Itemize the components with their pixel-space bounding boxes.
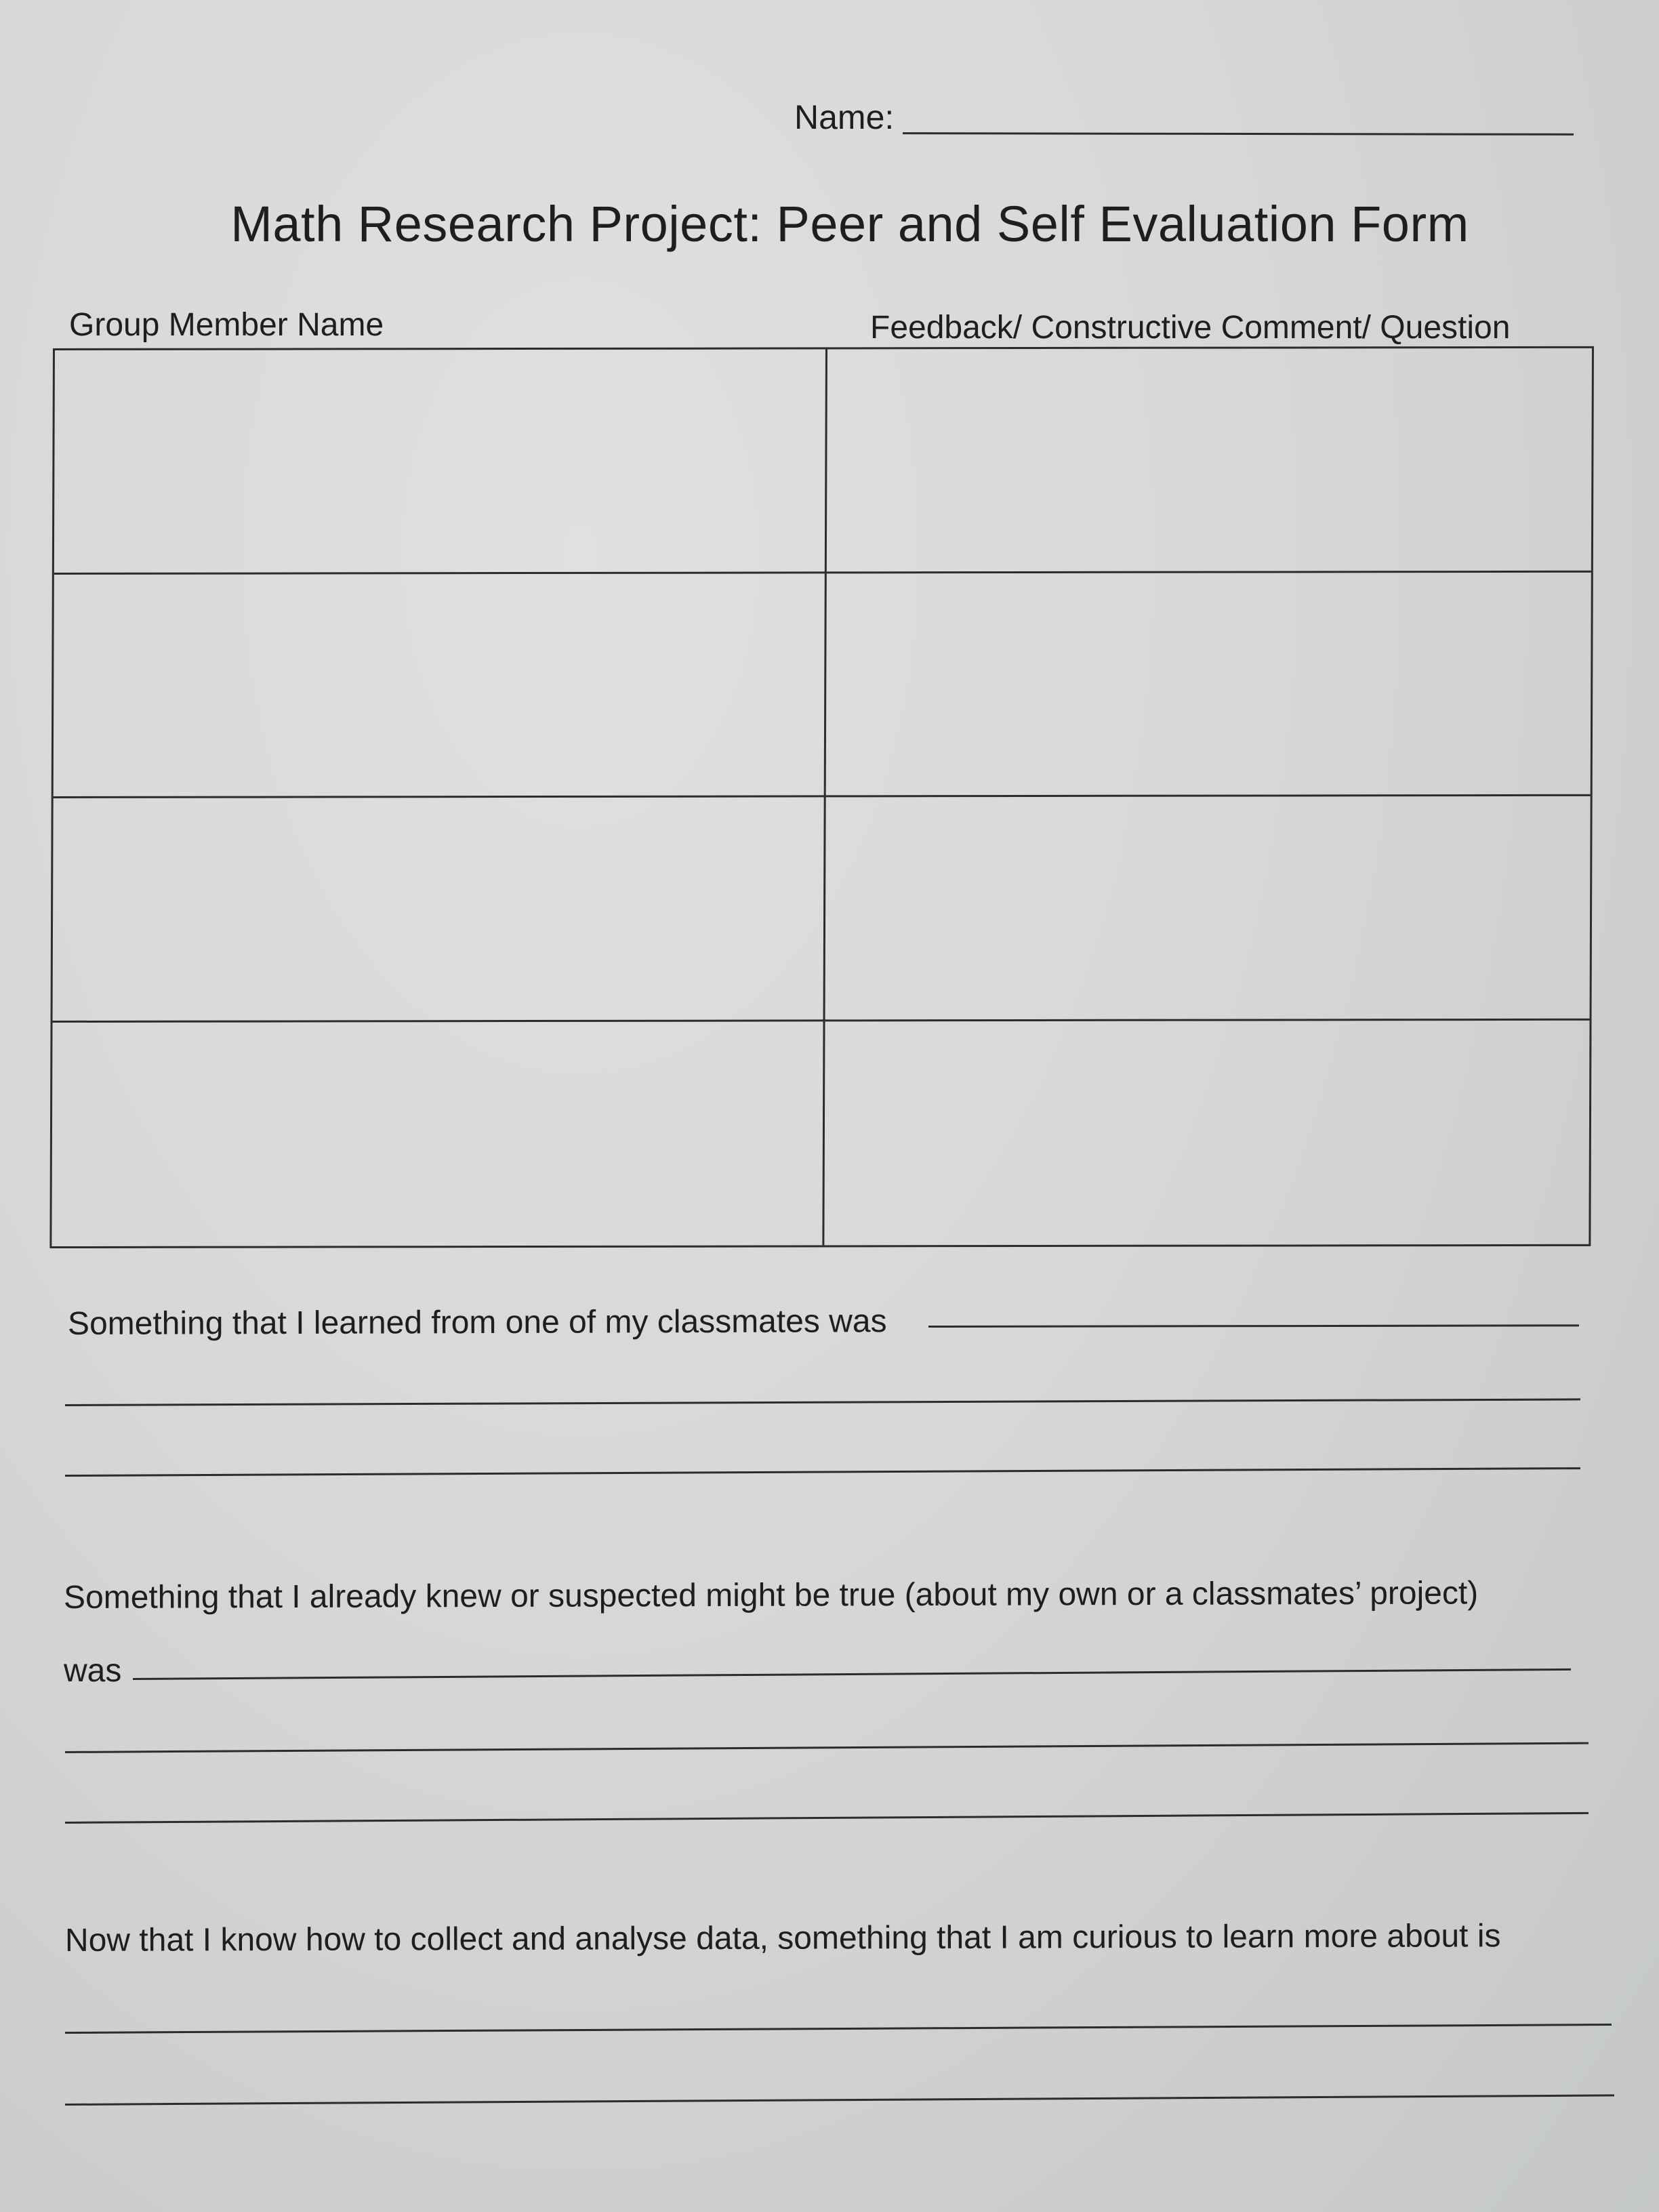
answer-line[interactable] [928,1324,1579,1328]
table-cell-member-3[interactable] [53,797,826,1022]
answer-line[interactable] [65,1398,1580,1406]
prompt-knew: Something that I already knew or suspected might be true (about my own or a classmates’ project) [63,1575,1479,1616]
answer-line[interactable] [133,1668,1571,1680]
answer-line[interactable] [65,1467,1580,1477]
prompt-curious: Now that I know how to collect and analyse data, something that I am curious to learn more about is [64,1918,1501,1959]
page-title: Math Research Project: Peer and Self Evaluation Form [230,196,1469,252]
table-cell-member-1[interactable] [54,349,827,574]
answer-line[interactable] [65,1742,1589,1753]
table-cell-member-2[interactable] [54,573,827,798]
answer-line[interactable] [65,2094,1614,2106]
table-cell-member-4[interactable] [52,1021,825,1246]
prompt-knew-continued: was [64,1653,122,1689]
table-cell-feedback-1[interactable] [827,348,1592,573]
name-blank-line[interactable] [903,132,1574,136]
column-header-feedback: Feedback/ Constructive Comment/ Question [870,310,1511,346]
answer-line[interactable] [65,1812,1589,1824]
table-cell-feedback-2[interactable] [826,572,1591,797]
table-cell-feedback-4[interactable] [824,1020,1589,1245]
name-row [794,94,1574,141]
answer-line[interactable] [65,2024,1612,2034]
evaluation-table [49,346,1594,1248]
column-header-group-member: Group Member Name [69,307,384,343]
prompt-learned: Something that I learned from one of my classmates was [67,1303,887,1342]
name-label: Name: [794,98,895,136]
table-cell-feedback-3[interactable] [825,796,1591,1021]
